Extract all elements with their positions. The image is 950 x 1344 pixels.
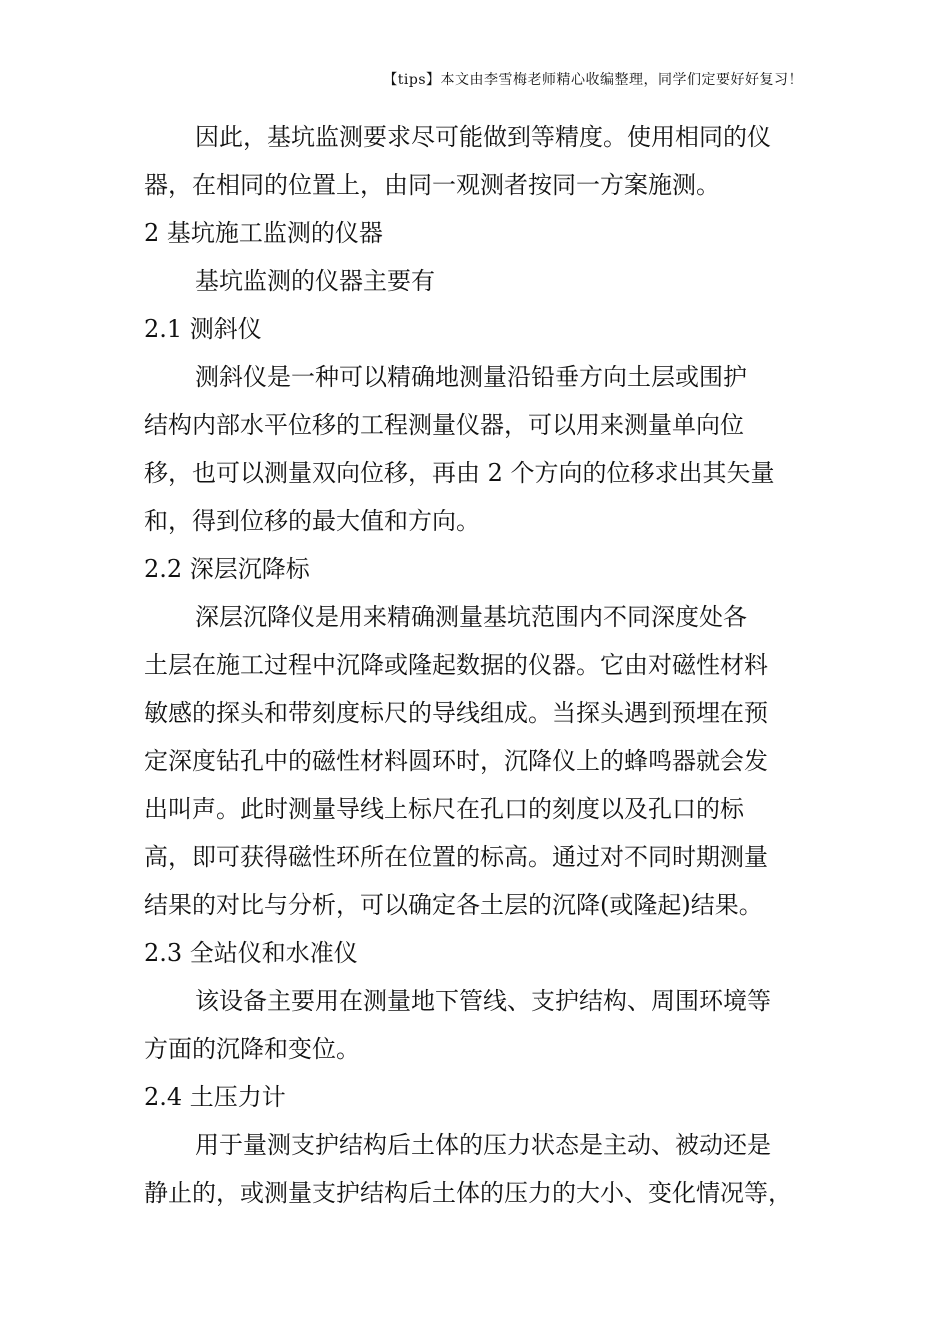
paragraph-line: 深层沉降仪是用来精确测量基坑范围内不同深度处各 [195,603,747,631]
paragraph-line: 该设备主要用在测量地下管线、支护结构、周围环境等 [195,987,771,1015]
paragraph-line: 器，在相同的位置上，由同一观测者按同一方案施测。 [144,171,720,199]
paragraph-line: 土层在施工过程中沉降或隆起数据的仪器。它由对磁性材料 [144,651,768,679]
subsection-heading: 2.1 测斜仪 [144,315,262,343]
paragraph-line: 静止的，或测量支护结构后土体的压力的大小、变化情况等， [144,1179,792,1207]
header-tip: 【tips】本文由李雪梅老师精心收编整理，同学们定要好好复习！ [383,72,803,88]
subsection-heading: 2.2 深层沉降标 [144,555,310,583]
paragraph-line: 移，也可以测量双向位移，再由 2 个方向的位移求出其矢量 [144,459,775,487]
paragraph-line: 方面的沉降和变位。 [144,1035,360,1063]
document-body [144,113,810,1217]
subsection-heading: 2.4 土压力计 [144,1083,286,1111]
paragraph-line: 因此，基坑监测要求尽可能做到等精度。使用相同的仪 [195,123,771,151]
paragraph-line: 结构内部水平位移的工程测量仪器，可以用来测量单向位 [144,411,744,439]
paragraph-line: 测斜仪是一种可以精确地测量沿铅垂方向土层或围护 [195,363,747,391]
paragraph-line: 高，即可获得磁性环所在位置的标高。通过对不同时期测量 [144,843,768,871]
paragraph-line: 结果的对比与分析，可以确定各土层的沉降(或隆起)结果。 [144,891,763,919]
paragraph-line: 和，得到位移的最大值和方向。 [144,507,480,535]
paragraph-line: 基坑监测的仪器主要有 [195,267,435,295]
paragraph-line: 敏感的探头和带刻度标尺的导线组成。当探头遇到预埋在预 [144,699,768,727]
paragraph-line: 用于量测支护结构后土体的压力状态是主动、被动还是 [195,1131,771,1159]
paragraph-line: 定深度钻孔中的磁性材料圆环时，沉降仪上的蜂鸣器就会发 [144,747,768,775]
subsection-heading: 2.3 全站仪和水准仪 [144,939,358,967]
section-heading: 2 基坑施工监测的仪器 [144,219,383,247]
paragraph-line: 出叫声。此时测量导线上标尺在孔口的刻度以及孔口的标 [144,795,744,823]
